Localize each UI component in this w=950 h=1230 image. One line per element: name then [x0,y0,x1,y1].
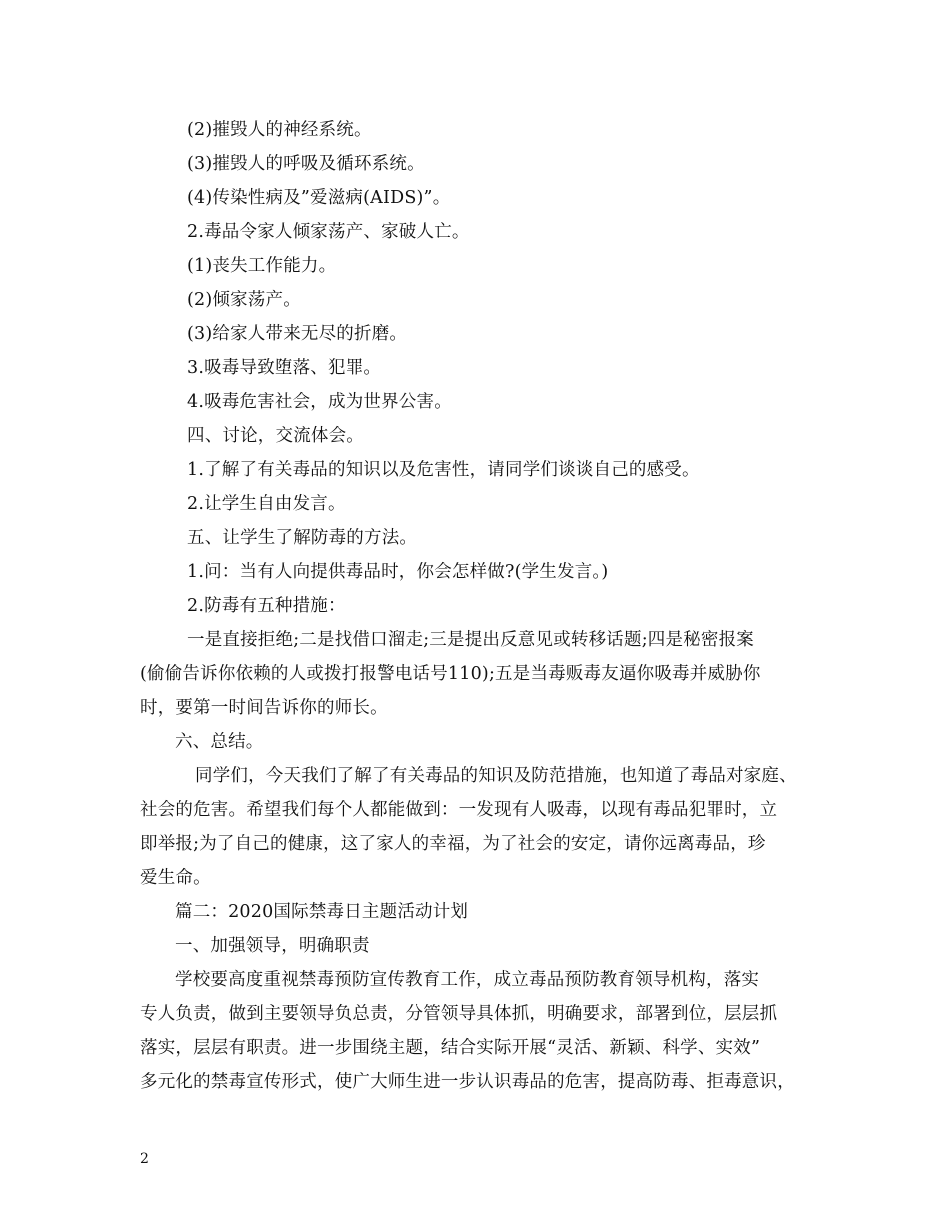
text-line: (偷偷告诉你依赖的人或拨打报警电话号110);五是当毒贩毒友逼你吸毒并威胁你 [140,664,761,684]
text-line: (2)倾家荡产。 [187,290,301,310]
section-heading: 五、让学生了解防毒的方法。 [187,528,418,548]
text-line: 学校要高度重视禁毒预防宣传教育工作，成立毒品预防教育领导机构，落实 [175,970,760,990]
text-line: 爱生命。 [140,868,211,888]
text-line: (1)丧失工作能力。 [187,256,337,276]
text-line: 一是直接拒绝;二是找借口溜走;三是提出反意见或转移话题;四是秘密报案 [187,630,754,650]
text-line: 时，要第一时间告诉你的师长。 [140,698,388,718]
text-line: 专人负责，做到主要领导负总责，分管领导具体抓，明确要求，部署到位，层层抓 [140,1004,778,1024]
article-title: 篇二：2020国际禁毒日主题活动计划 [175,902,469,922]
text-line: 2.防毒有五种措施： [187,596,346,616]
text-line: 多元化的禁毒宣传形式，使广大师生进一步认识毒品的危害，提高防毒、拒毒意识， [140,1072,795,1092]
text-line: 2.让学生自由发言。 [187,494,346,514]
text-line: (4)传染性病及”爱滋病(AIDS)”。 [187,188,451,208]
text-line: 落实，层层有职责。进一步围绕主题，结合实际开展“灵活、新颖、科学、实效” [140,1038,761,1058]
text-line: 2.毒品令家人倾家荡产、家破人亡。 [187,222,470,242]
text-line: 4.吸毒危害社会，成为世界公害。 [187,392,452,412]
text-line: (2)摧毁人的神经系统。 [187,120,372,140]
text-line: 3.吸毒导致堕落、犯罪。 [187,358,382,378]
text-line: (3)给家人带来无尽的折磨。 [187,324,408,344]
section-heading: 四、讨论，交流体会。 [187,426,364,446]
page-number: 2 [140,1151,149,1167]
text-line: 即举报;为了自己的健康，这了家人的幸福，为了社会的安定，请你远离毒品，珍 [140,834,766,854]
text-line: (3)摧毁人的呼吸及循环系统。 [187,154,425,174]
text-line: 社会的危害。希望我们每个人都能做到：一发现有人吸毒，以现有毒品犯罪时，立 [140,800,778,820]
section-heading: 一、加强领导，明确职责 [175,936,370,956]
text-line: 1.问：当有人向提供毒品时，你会怎样做?(学生发言。) [187,562,609,582]
text-line: 1.了解了有关毒品的知识以及危害性，请同学们谈谈自己的感受。 [187,460,700,480]
text-line: 同学们，今天我们了解了有关毒品的知识及防范措施，也知道了毒品对家庭、 [195,766,797,786]
section-heading: 六、总结。 [175,732,264,752]
